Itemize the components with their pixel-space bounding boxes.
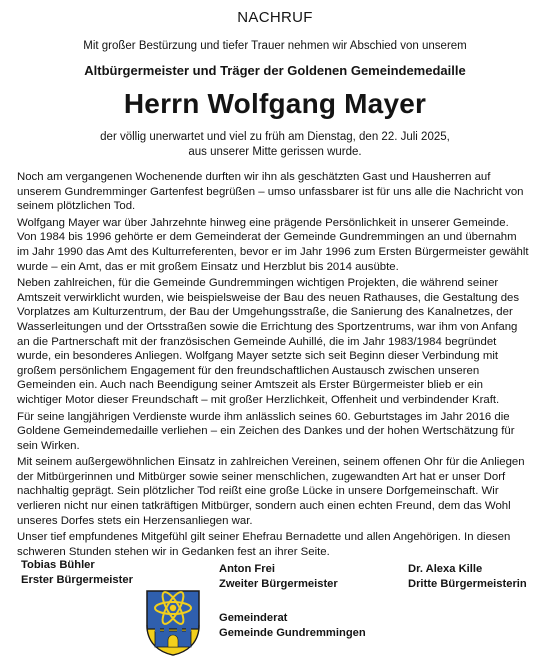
signatory-name: Tobias Bühler (21, 559, 95, 571)
obituary-text (17, 170, 535, 561)
notice-heading: NACHRUF (237, 9, 313, 26)
signatory-third-mayor (408, 562, 527, 591)
text-line: Noch am vergangenen Wochenende durften wir ihn als geschätzten Gast und Hausherren auf (17, 171, 491, 183)
text-line: Von 1984 bis 1996 gehörte er dem Gemeinderat der Gemeinde Gundremmingen an und übernahm (17, 231, 517, 244)
municipal-council-signature (219, 611, 366, 641)
text-line: wurde – ein Amt, das er mit großem Einsatz und Herzblut bis 2014 ausübte. (17, 260, 399, 273)
signatory-name: Dr. Alexa Kille (408, 563, 483, 575)
honorary-rank: Altbürgermeister und Träger der Goldenen Gemeindemedaille (84, 63, 466, 78)
text-line: Mit seinem außergewöhnlichen Einsatz in zahlreichen Vereinen, seinem offenen Ohr für die Anliegen (17, 456, 525, 469)
signatory-name: Anton Frei (219, 563, 275, 575)
text-line: Gemeinden ein. Auch nach Beendigung seiner Amtszeit als Erster Bürgermeister blieb er ein (17, 379, 484, 392)
text-line: Wolfgang Mayer war über Jahrzehnte hinweg eine prägende Persönlichkeit in unserer Gemeinde. (17, 216, 509, 229)
signatory-second-mayor (219, 562, 338, 591)
text-line: seinem plötzlichen Tod. (17, 200, 136, 213)
text-line: an die Partnerschaft mit der französischen Gemeinde Auhillé, die im Jahr 1983/1984 begründet (17, 335, 497, 348)
text-line: wichtiger Motor dieser Freundschaft – mit großer Herzlichkeit, Offenheit und verbindender Kraft. (17, 393, 500, 406)
text-line: wurde, ein besonderes Anliegen. Wolfgang Mayer setzte sich seit Beginn dieser Verbindung mit (17, 350, 499, 363)
text-line: Neben zahlreichen, für die Gemeinde Gundremmingen wichtigen Projekten, die während seiner (17, 277, 499, 290)
death-date-line: der völlig unerwartet und viel zu früh am Dienstag, den 22. Juli 2025, (100, 131, 450, 143)
text-line: Wasserleitungen und der Ortsstraßen sowie die Errichtung des Sportzentrums, war ihm von Anfang (17, 320, 518, 333)
signatory-first-mayor (21, 558, 133, 587)
signatory-title: Zweiter Bürgermeister (219, 577, 338, 590)
text-line: schweren Stunden stehen wir in Gedanken fest an ihrer Seite. (17, 545, 330, 558)
text-line: im Jahr 1990 das Amt des Kulturreferenten, bevor er im Jahr 1996 zum Ersten Bürgermeister gewählt (17, 245, 529, 258)
text-line: unserem Gundremminger Gartenfest begrüßen – umso unfassbarer ist für uns alle die Nachricht von (17, 185, 524, 198)
text-line: Vorplatzes am Kulturzentrum, der Bau der Umgehungsstraße, die Sanierung des Kanalnetzes, der (17, 306, 513, 319)
signatory-title: Erster Bürgermeister (21, 573, 133, 586)
text-line: Goldene Gemeindemedaille verliehen – ein Zeichen des Dankes und der hohen Wertschätzung für (17, 425, 515, 438)
text-line: sein Wirken. (17, 439, 80, 452)
text-line: der Mitbürgerinnen und Mitbürger sowie seiner menschlichen, zugewandten Art hat er unser Dorf (17, 470, 506, 483)
text-line: Für seine langjährigen Verdienste wurde ihm anlässlich seines 60. Geburtstages im Jahr 2016 die (17, 410, 510, 423)
death-circumstance-line: aus unserer Mitte gerissen wurde. (188, 146, 362, 158)
intro-line: Mit großer Bestürzung und tiefer Trauer nehmen wir Abschied von unserem (83, 40, 467, 52)
paragraph (17, 216, 535, 274)
paragraph (17, 455, 535, 528)
paragraph (17, 170, 535, 214)
paragraph (17, 530, 535, 559)
paragraph (17, 276, 535, 407)
text-line: Amtszeit verwirklicht wurden, wie beispielsweise der Bau des neuen Rathauses, die Gestaltung des (17, 291, 520, 304)
text-line: Unser tief empfundenes Mitgefühl gilt seiner Ehefrau Bernadette und allen Angehörigen. In diesen (17, 531, 511, 544)
text-line: verlieren nicht nur einen tatkräftigen Mitbürger, sondern auch einen echten Freund, dem das Wohl (17, 500, 511, 513)
signatory-title: Dritte Bürgermeisterin (408, 577, 527, 590)
text-line: unseres Dorfes stets ein Herzensanliegen war. (17, 514, 253, 527)
municipal-coat-of-arms-icon (145, 589, 201, 657)
text-line: großem persönlichem Engagement für den freundschaftlichen Austausch zwischen unseren (17, 364, 480, 377)
text-line: nachhaltig geprägt. Sein plötzlicher Tod reißt eine große Lücke in unsere Dorfgemeinschaft. Wir (17, 485, 499, 498)
council-name: Gemeinderat (219, 612, 288, 624)
paragraph (17, 410, 535, 454)
deceased-name: Herrn Wolfgang Mayer (123, 88, 427, 119)
municipality-name: Gemeinde Gundremmingen (219, 627, 366, 639)
